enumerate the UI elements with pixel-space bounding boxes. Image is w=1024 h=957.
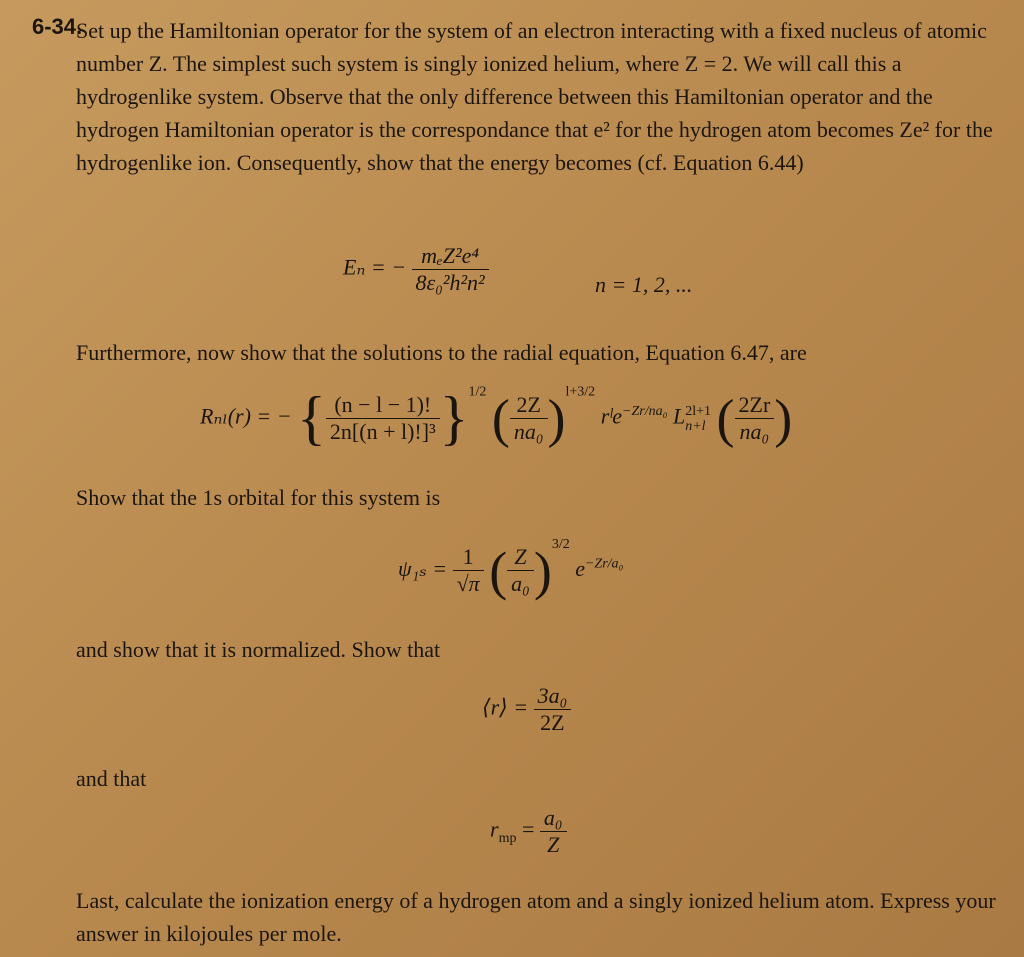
radial-frac1-den: 2n[(n + l)!]³ [326, 418, 440, 445]
energy-condition: n = 1, 2, ... [595, 272, 693, 297]
radial-frac3-num: 2Zr [738, 392, 771, 417]
right-brace: } [439, 385, 469, 451]
energy-lhs: Eₙ = − [343, 254, 407, 280]
energy-numerator: mₑZ²e⁴ [421, 243, 480, 268]
radial-equation [200, 384, 792, 453]
radial-exp-2: l+3/2 [565, 384, 596, 400]
orbital-right-paren: ) [533, 540, 552, 601]
rmp-num: a₀ [543, 805, 563, 830]
radial-lhs: Rₙₗ(r) = − [200, 403, 292, 429]
orbital-fraction-1 [453, 544, 484, 597]
orbital-frac2-den: a₀ [507, 570, 534, 597]
energy-denominator: 8ε₀²h²n² [412, 269, 489, 296]
radial-tail: rˡe [600, 403, 623, 429]
laguerre-symbol: L [672, 403, 686, 429]
energy-fraction [412, 243, 489, 296]
mean-r-num: 3a₀ [537, 683, 568, 708]
mean-r-den: 2Z [534, 709, 572, 736]
mean-r-equation [482, 683, 571, 736]
and-that-text: and that [76, 766, 147, 791]
show-1s-text: Show that the 1s orbital for this system is [76, 485, 441, 510]
orbital-fraction-2 [507, 544, 534, 597]
orbital-lhs: ψ₁ₛ = [398, 556, 448, 581]
orbital-frac1-den: √π [453, 570, 484, 597]
normalized-text: and show that it is normalized. Show that [76, 637, 441, 662]
rmp-equals: = [521, 816, 535, 842]
mean-r-lhs: ⟨r⟩ = [482, 694, 529, 720]
radial-frac2-num: 2Z [516, 392, 541, 417]
radial-fraction-3 [735, 392, 775, 445]
rmp-equation [490, 805, 567, 858]
left-paren-2: ( [716, 388, 735, 449]
radial-fraction-2 [510, 392, 548, 445]
rmp-lhs: r [490, 816, 499, 842]
problem-intro-text: Set up the Hamiltonian operator for the system of an electron interacting with a fixed nucleus of atomic number Z. The simplest such system is singly ionized helium, where Z = 2. We will call this a hydrogenlike system. Observe that the only difference between this Hamiltonian operator and the hydrogen Hamiltonian operator is the correspondance that e² for the hydrogen atom becomes Ze² for the hydrogenlike ion. Consequently, show that the energy becomes (cf. Equation 6.44) [76, 18, 993, 175]
radial-exp-1: 1/2 [468, 384, 487, 400]
left-paren: ( [491, 388, 510, 449]
radial-fraction-1 [326, 392, 440, 445]
right-paren-2: ) [774, 388, 793, 449]
orbital-tail: e [575, 556, 585, 581]
rmp-subscript: mp [498, 830, 517, 846]
last-text: Last, calculate the ionization energy of a hydrogen atom and a singly ionized helium atom. Express your answer in kilojoules per mole. [76, 888, 996, 946]
radial-frac2-den: na₀ [510, 418, 548, 445]
rmp-fraction [540, 805, 567, 858]
orbital-exp: 3/2 [551, 537, 570, 552]
orbital-1s-equation [398, 537, 623, 602]
radial-tail-exp: −Zr/na₀ [622, 404, 668, 420]
laguerre-sup: 2l+1 [685, 403, 712, 419]
left-brace: { [297, 385, 326, 451]
right-paren: ) [547, 388, 566, 449]
orbital-tail-exp: −Zr/a₀ [584, 556, 624, 572]
orbital-frac2-num: Z [514, 544, 527, 570]
radial-frac1-num: (n − l − 1)! [334, 392, 432, 417]
furthermore-text: Furthermore, now show that the solutions to the radial equation, Equation 6.47, are [76, 340, 807, 365]
orbital-left-paren: ( [489, 540, 508, 601]
rmp-den: Z [540, 831, 567, 858]
laguerre-sub: n+l [685, 418, 706, 434]
orbital-frac1-num: 1 [462, 544, 474, 570]
energy-equation [343, 243, 489, 296]
problem-number: 6-34. [32, 14, 83, 39]
radial-frac3-den: na₀ [735, 418, 775, 445]
mean-r-fraction [534, 683, 572, 736]
